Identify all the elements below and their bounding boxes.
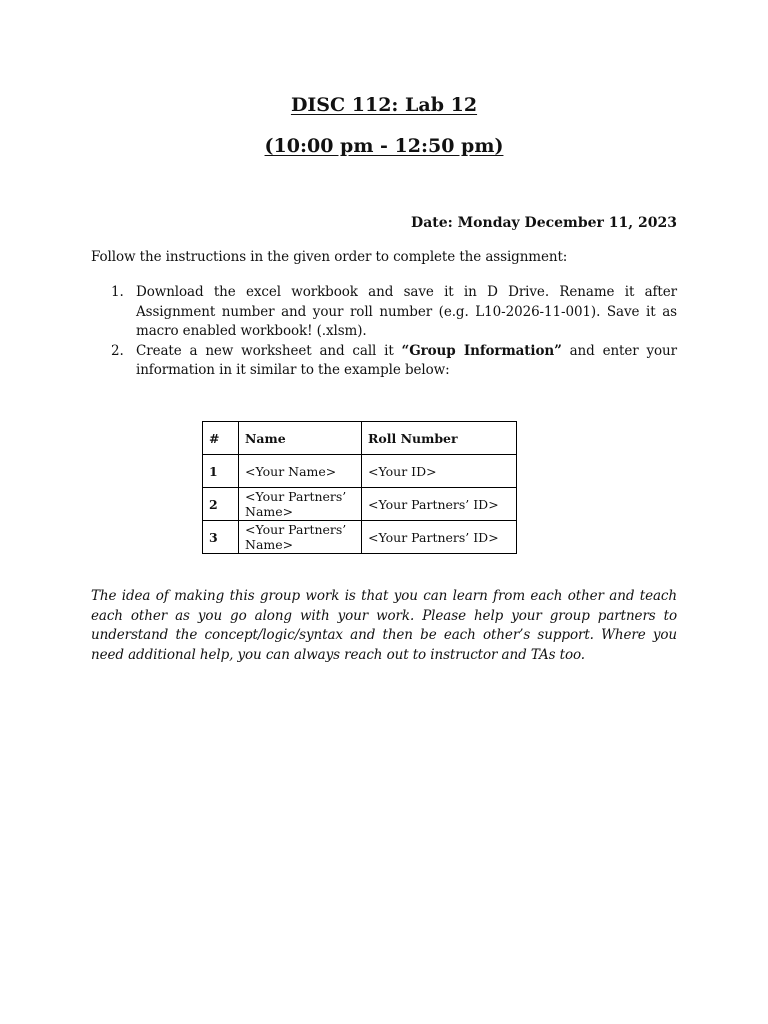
closing-note: The idea of making this group work is that you can learn from each other and teach each other as you go along with your work. Please help your group partners to understand the concept/logic/syntax and then be each other’s support. Where you need additional help, you can always reach out to instructor and TAs too. — [91, 588, 677, 663]
roll-number-cell: <Your Partners’ ID> — [362, 521, 517, 554]
step-number: 1. — [111, 284, 124, 300]
step-text: and enter your information in it similar to the example below: — [136, 342, 677, 378]
instruction-list — [91, 283, 677, 381]
lab-date: Date: Monday December 11, 2023 — [411, 215, 677, 231]
step-number: 2. — [111, 342, 124, 359]
instruction-step — [91, 283, 677, 342]
roll-number-cell: <Your ID> — [362, 455, 517, 488]
name-cell: <Your Partners’ Name> — [239, 521, 362, 554]
row-number: 1 — [203, 455, 239, 488]
document-title: DISC 112: Lab 12 — [290, 94, 478, 116]
table-row — [203, 488, 517, 521]
name-cell: <Your Name> — [239, 455, 362, 488]
roll-number-cell: <Your Partners’ ID> — [362, 488, 517, 521]
table-header-row — [203, 422, 517, 455]
column-header: # — [203, 422, 239, 455]
intro-text: Follow the instructions in the given order to complete the assignment: — [91, 249, 568, 265]
group-info-table — [202, 421, 517, 554]
column-header: Name — [239, 422, 362, 455]
table-row — [203, 455, 517, 488]
column-header: Roll Number — [362, 422, 517, 455]
row-number: 2 — [203, 488, 239, 521]
instruction-step — [91, 342, 677, 381]
step-text: Create a new worksheet and call it — [136, 342, 402, 359]
worksheet-name: “Group Information” — [401, 342, 562, 359]
lab-time: (10:00 pm - 12:50 pm) — [264, 135, 504, 157]
table-row — [203, 521, 517, 554]
name-cell: <Your Partners’ Name> — [239, 488, 362, 521]
step-text: Download the excel workbook and save it in D Drive. Rename it after Assignment number and your roll number (e.g. L10-2026-11-001). Save it as macro enabled workbook! (.xlsm). — [136, 284, 677, 339]
row-number: 3 — [203, 521, 239, 554]
